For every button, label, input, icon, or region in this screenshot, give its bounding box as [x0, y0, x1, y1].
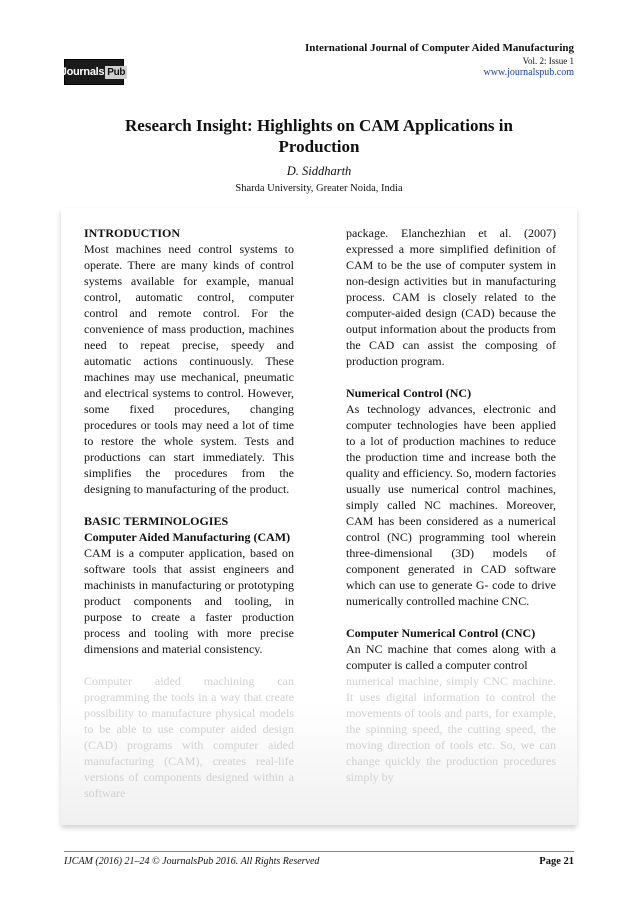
article-title: Research Insight: Highlights on CAM Applications in Production [125, 116, 513, 156]
left-column [84, 225, 294, 801]
page-number: Page 21 [539, 856, 574, 867]
journal-url-link[interactable]: www.journalspub.com [483, 67, 574, 78]
introduction-heading: INTRODUCTION [84, 226, 181, 240]
logo-text-journals: Journals [60, 66, 105, 78]
nc-heading: Numerical Control (NC) [346, 386, 472, 400]
journal-name: International Journal of Computer Aided Manufacturing [304, 42, 574, 54]
author-affiliation: Sharda University, Greater Noida, India [235, 183, 403, 194]
author-name: D. Siddharth [286, 164, 352, 178]
journal-logo [60, 59, 126, 85]
journal-volume: Vol. 2: Issue 1 [522, 56, 574, 66]
cnc-heading: Computer Numerical Control (CNC) [346, 626, 536, 640]
right-column [346, 225, 556, 785]
footer-divider [64, 851, 574, 852]
cam-heading: Computer Aided Manufacturing (CAM) [84, 530, 291, 544]
introduction-paragraph: Most machines need control systems to operate. There are many kinds of control systems available for example, manual control, automatic control, computer control and remote control. For the convenience of mass production, machines need to repeat precise, speedy and automatic actions continuously. These machines may use mechanical, pneumatic and electrical systems to control. However, some fixed procedures, changing procedures or tools may need a lot of time to restore the whole system. Tests and productions can start immediately. This simplifies the procedures from the designing to manufacturing of the product. [84, 242, 294, 496]
cam-paragraph: CAM is a computer application, based on software tools that assist engineers and machinists in manufacturing or prototyping product components and tooling, in purpose to create a faster production process and tooling with more precise dimensions and material consistency. [84, 546, 294, 656]
nc-paragraph: As technology advances, electronic and computer technologies have been applied to a lot of production machines to reduce the production time and increase both the quality and efficiency. So, modern factories usually use numerical control machines, simply called NC machines. Moreover, CAM has been considered as a numerical control (NC) programming tool wherein three-dimensional (3D) models of component generated in CAD software which can use to generate G- code to drive numerically controlled machine CNC. [346, 402, 556, 608]
footer-citation: IJCAM (2016) 21–24 © JournalsPub 2016. All Rights Reserved [64, 856, 320, 867]
faded-preview-left: Computer aided machining can programming the tools in a way that create possibility to manufacture physical models to be able to use computer aided design (CAD) programs with computer aided manufacturing (CAM), creates real-life versions of components designed within a software [84, 674, 294, 800]
faded-preview-right: numerical machine, simply CNC machine. It uses digital information to control the movements of tools and parts, for example, the spinning speed, the cutting speed, the moving direction of tools etc. So, we can change quickly the production procedures simply by [346, 674, 556, 784]
cam-continued-paragraph: package. Elanchezhian et al. (2007) expressed a more simplified definition of CAM to be the use of computer system in non-design activities but in manufacturing process. CAM is closely related to the computer-aided design (CAD) because the output information about the products from the CAD can assist the composing of production program. [346, 226, 556, 368]
logo-text-pub: Pub [107, 66, 126, 78]
basic-terminologies-heading: BASIC TERMINOLOGIES [84, 514, 229, 528]
cnc-paragraph: An NC machine that comes along with a computer is called a computer control [346, 642, 556, 672]
